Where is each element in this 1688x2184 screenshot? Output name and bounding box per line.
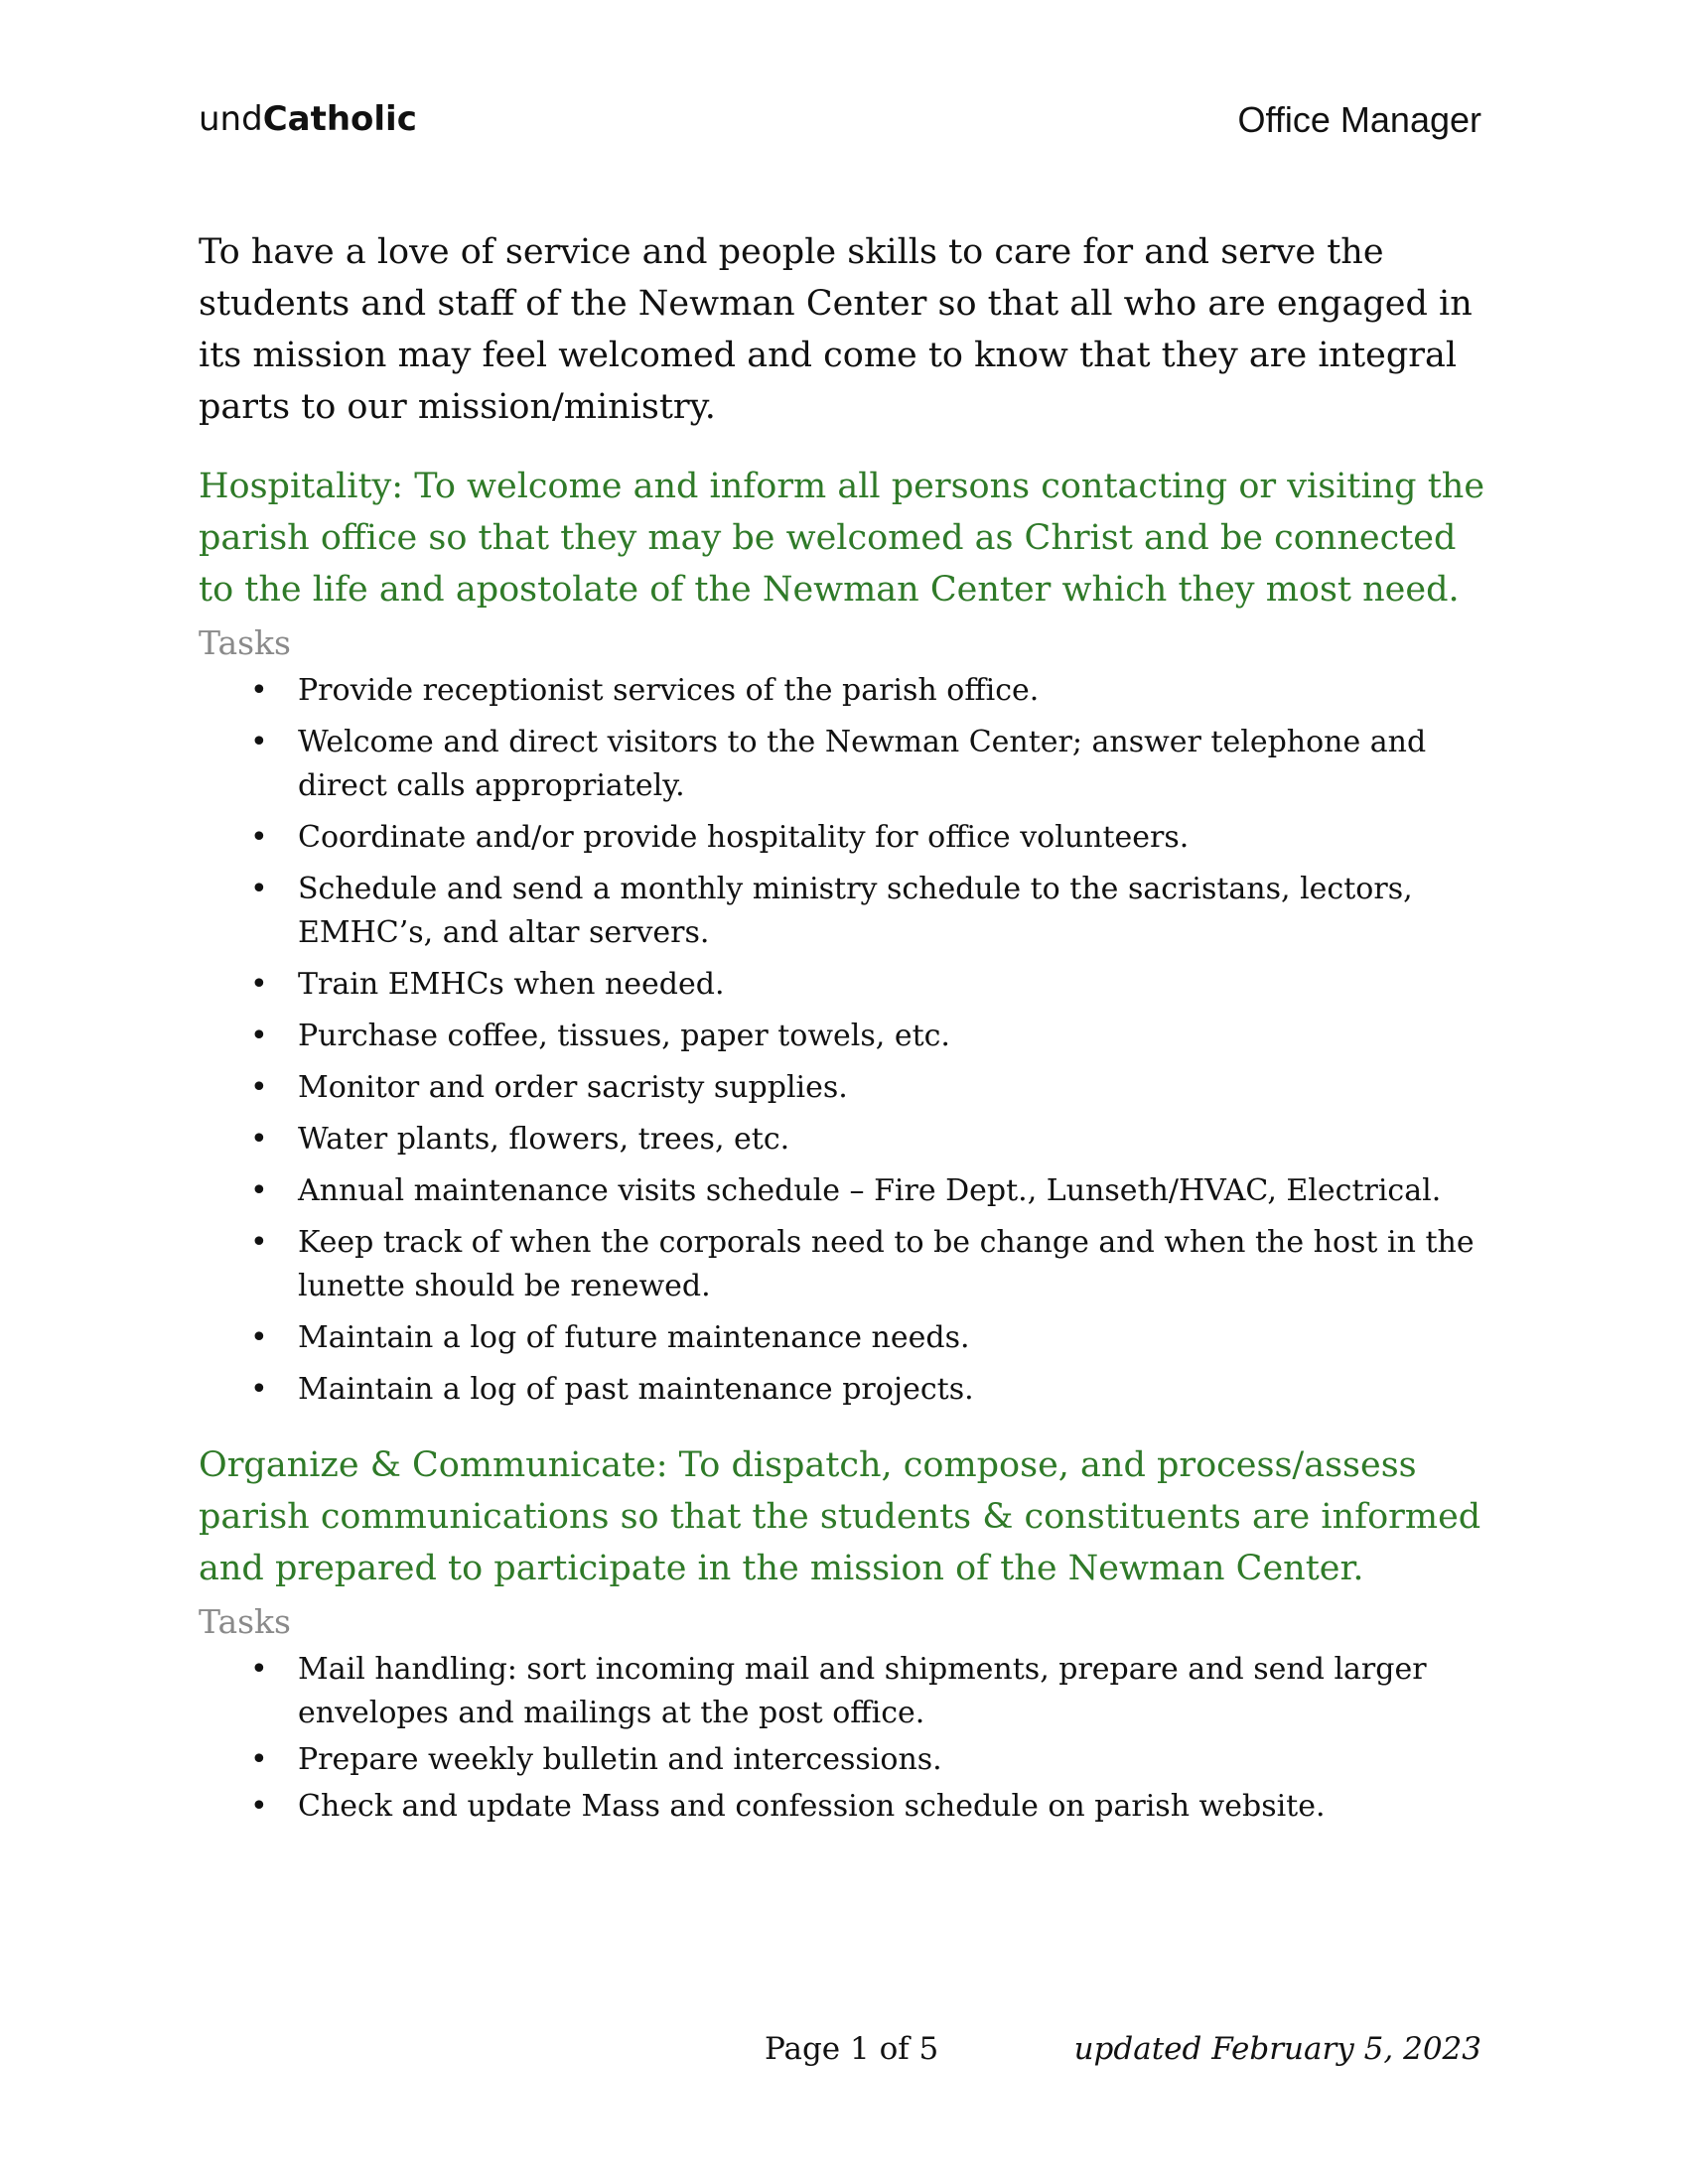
task-text: Welcome and direct visitors to the Newman Center; answer telephone and direct calls appropriately.: [298, 725, 1427, 803]
bullet-icon: •: [250, 1019, 268, 1053]
bullet-icon: •: [250, 1070, 268, 1105]
task-list-hospitality: [199, 669, 1489, 1412]
list-item: [250, 1118, 1489, 1161]
section-heading-hospitality: Hospitality: To welcome and inform all persons contacting or visiting the parish office so that they may be welcomed as Christ and be connected to the life and apostolate of the Newman Center which they most need.: [199, 467, 1485, 610]
tasks-label: Tasks: [199, 1602, 291, 1641]
list-item: [250, 1221, 1489, 1308]
bullet-icon: •: [250, 673, 268, 708]
task-text: Monitor and order sacristy supplies.: [298, 1070, 848, 1105]
task-text: Coordinate and/or provide hospitality for office volunteers.: [298, 820, 1190, 855]
list-item: [250, 669, 1489, 713]
task-text: Maintain a log of past maintenance projects.: [298, 1372, 974, 1407]
bullet-icon: •: [250, 1742, 268, 1777]
document-title: Office Manager: [1237, 99, 1481, 140]
document-body: [199, 226, 1489, 1832]
list-item: [250, 1015, 1489, 1058]
task-text: Schedule and send a monthly ministry schedule to the sacristans, lectors, EMHC’s, and altar servers.: [298, 872, 1413, 950]
bullet-icon: •: [250, 1372, 268, 1407]
list-item: [250, 1785, 1489, 1829]
list-item: [250, 1066, 1489, 1110]
bullet-icon: •: [250, 872, 268, 906]
task-text: Keep track of when the corporals need to be change and when the host in the lunette should be renewed.: [298, 1225, 1475, 1303]
task-text: Mail handling: sort incoming mail and shipments, prepare and send larger envelopes and mailings at the post office.: [298, 1652, 1427, 1730]
bullet-icon: •: [250, 725, 268, 759]
updated-date: updated February 5, 2023: [1073, 2031, 1481, 2067]
list-item: [250, 963, 1489, 1007]
task-text: Train EMHCs when needed.: [298, 967, 725, 1002]
bullet-icon: •: [250, 1652, 268, 1687]
task-text: Check and update Mass and confession schedule on parish website.: [298, 1789, 1326, 1824]
list-item: [250, 1368, 1489, 1412]
bullet-icon: •: [250, 1320, 268, 1355]
bullet-icon: •: [250, 1173, 268, 1208]
page-header: [199, 99, 1481, 149]
section-heading-organize-communicate: Organize & Communicate: To dispatch, compose, and process/assess parish communications so that the students & constituents are informed and prepared to participate in the mission of the Newman Center.: [199, 1445, 1481, 1588]
task-text: Prepare weekly bulletin and intercessions.: [298, 1742, 942, 1777]
bullet-icon: •: [250, 1225, 268, 1260]
list-item: [250, 1648, 1489, 1735]
brand-prefix: und: [199, 99, 263, 139]
list-item: [250, 868, 1489, 955]
list-item: [250, 1316, 1489, 1360]
tasks-label: Tasks: [199, 623, 291, 662]
page-footer: [199, 2031, 1481, 2081]
task-text: Provide receptionist services of the parish office.: [298, 673, 1040, 708]
list-item: [250, 1738, 1489, 1782]
bullet-icon: •: [250, 967, 268, 1002]
task-text: Purchase coffee, tissues, paper towels, etc.: [298, 1019, 950, 1053]
task-text: Annual maintenance visits schedule – Fire Dept., Lunseth/HVAC, Electrical.: [298, 1173, 1442, 1208]
list-item: [250, 816, 1489, 860]
brand-bold: Catholic: [262, 99, 417, 139]
bullet-icon: •: [250, 820, 268, 855]
task-list-organize-communicate: [199, 1648, 1489, 1829]
list-item: [250, 721, 1489, 808]
brand-logo: [199, 99, 417, 139]
bullet-icon: •: [250, 1789, 268, 1824]
task-text: Water plants, flowers, trees, etc.: [298, 1122, 790, 1157]
page-number: Page 1 of 5: [765, 2031, 939, 2067]
task-text: Maintain a log of future maintenance needs.: [298, 1320, 970, 1355]
list-item: [250, 1169, 1489, 1213]
intro-paragraph: To have a love of service and people skills to care for and serve the students and staff of the Newman Center so that all who are engaged in its mission may feel welcomed and come to know that they are integral parts to our mission/ministry.: [199, 232, 1473, 427]
bullet-icon: •: [250, 1122, 268, 1157]
